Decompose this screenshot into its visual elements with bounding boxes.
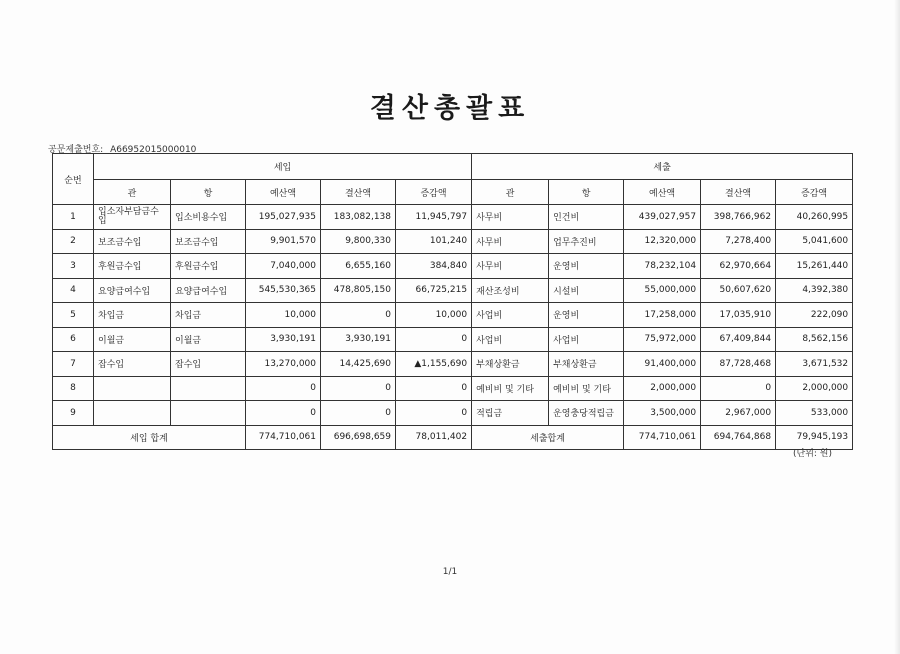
expense-total-label: 세출합계 (472, 425, 624, 450)
income-gwan: 잡수입 (94, 352, 171, 377)
document-number-label: 공문제출번호: (48, 145, 104, 155)
expense-hang: 인건비 (549, 205, 624, 230)
expense-settlement: 2,967,000 (701, 401, 776, 426)
income-difference: 0 (396, 376, 472, 401)
expense-budget: 78,232,104 (624, 254, 701, 279)
expense-difference: 533,000 (776, 401, 853, 426)
income-difference: 101,240 (396, 229, 472, 254)
document-number-value: A66952015000010 (110, 145, 197, 155)
expense-budget: 439,027,957 (624, 205, 701, 230)
expense-total-settlement: 694,764,868 (701, 425, 776, 450)
income-budget: 9,901,570 (246, 229, 321, 254)
income-hang: 잡수입 (171, 352, 246, 377)
income-settlement: 0 (321, 303, 396, 328)
income-gwan: 후원금수입 (94, 254, 171, 279)
income-gwan (94, 376, 171, 401)
income-difference: 66,725,215 (396, 278, 472, 303)
unit-note: (단위: 원) (793, 449, 832, 459)
document-title: 결산총괄표 (369, 93, 531, 124)
income-difference: 0 (396, 401, 472, 426)
income-hang-header: 항 (171, 180, 246, 205)
income-gwan: 요양급여수입 (94, 278, 171, 303)
row-number: 8 (53, 376, 94, 401)
table-row (53, 352, 853, 377)
expense-difference: 8,562,156 (776, 327, 853, 352)
table-header-row (53, 154, 853, 180)
expense-gwan-header: 관 (472, 180, 549, 205)
expense-difference: 3,671,532 (776, 352, 853, 377)
income-difference: 10,000 (396, 303, 472, 328)
income-total-difference: 78,011,402 (396, 425, 472, 450)
expense-gwan: 사업비 (472, 303, 549, 328)
income-difference: ▲1,155,690 (396, 352, 472, 377)
income-total-label: 세입 합계 (53, 425, 246, 450)
table-row (53, 376, 853, 401)
row-number: 7 (53, 352, 94, 377)
income-gwan: 입소자부담금수입 (94, 205, 171, 230)
income-gwan: 차입금 (94, 303, 171, 328)
income-budget: 545,530,365 (246, 278, 321, 303)
expense-settlement: 67,409,844 (701, 327, 776, 352)
income-hang: 차입금 (171, 303, 246, 328)
income-settlement: 6,655,160 (321, 254, 396, 279)
income-budget: 0 (246, 376, 321, 401)
income-settlement: 0 (321, 401, 396, 426)
expense-budget: 55,000,000 (624, 278, 701, 303)
income-settlement: 478,805,150 (321, 278, 396, 303)
expense-settlement: 7,278,400 (701, 229, 776, 254)
row-number: 2 (53, 229, 94, 254)
income-gwan-header: 관 (94, 180, 171, 205)
row-number: 5 (53, 303, 94, 328)
row-number: 3 (53, 254, 94, 279)
expense-settlement: 87,728,468 (701, 352, 776, 377)
page-number: 1/1 (442, 567, 458, 577)
income-gwan: 보조금수입 (94, 229, 171, 254)
expense-difference: 4,392,380 (776, 278, 853, 303)
expense-settlement: 50,607,620 (701, 278, 776, 303)
table-row (53, 278, 853, 303)
income-difference: 11,945,797 (396, 205, 472, 230)
income-settlement-header: 결산액 (321, 180, 396, 205)
table-row (53, 327, 853, 352)
row-number: 6 (53, 327, 94, 352)
expense-difference: 15,261,440 (776, 254, 853, 279)
income-budget: 195,027,935 (246, 205, 321, 230)
income-hang: 보조금수입 (171, 229, 246, 254)
expense-gwan: 재산조성비 (472, 278, 549, 303)
income-hang: 이월금 (171, 327, 246, 352)
expense-budget: 91,400,000 (624, 352, 701, 377)
expense-gwan: 예비비 및 기타 (472, 376, 549, 401)
income-hang (171, 376, 246, 401)
income-difference-header: 증감액 (396, 180, 472, 205)
scan-edge-shadow (894, 0, 900, 654)
expense-difference: 5,041,600 (776, 229, 853, 254)
expense-budget-header: 예산액 (624, 180, 701, 205)
income-total-budget: 774,710,061 (246, 425, 321, 450)
income-settlement: 14,425,690 (321, 352, 396, 377)
income-total-settlement: 696,698,659 (321, 425, 396, 450)
expense-gwan: 사업비 (472, 327, 549, 352)
expense-budget: 75,972,000 (624, 327, 701, 352)
income-gwan (94, 401, 171, 426)
expense-hang: 부채상환금 (549, 352, 624, 377)
expense-gwan: 사무비 (472, 205, 549, 230)
income-hang: 입소비용수입 (171, 205, 246, 230)
expense-gwan: 사무비 (472, 229, 549, 254)
income-budget: 0 (246, 401, 321, 426)
income-hang: 요양급여수입 (171, 278, 246, 303)
income-settlement: 0 (321, 376, 396, 401)
income-budget: 10,000 (246, 303, 321, 328)
settlement-summary-table (52, 153, 853, 450)
expense-total-budget: 774,710,061 (624, 425, 701, 450)
income-gwan: 이월금 (94, 327, 171, 352)
table-row (53, 254, 853, 279)
income-hang: 후원금수입 (171, 254, 246, 279)
table-row (53, 229, 853, 254)
expense-total-difference: 79,945,193 (776, 425, 853, 450)
income-budget-header: 예산액 (246, 180, 321, 205)
expense-settlement: 0 (701, 376, 776, 401)
table-row (53, 401, 853, 426)
income-budget: 3,930,191 (246, 327, 321, 352)
income-settlement: 183,082,138 (321, 205, 396, 230)
expense-gwan: 부채상환금 (472, 352, 549, 377)
expense-hang: 사업비 (549, 327, 624, 352)
expense-hang: 시설비 (549, 278, 624, 303)
row-number: 4 (53, 278, 94, 303)
table-subheader-row (53, 180, 853, 205)
total-row (53, 425, 853, 450)
expense-settlement: 62,970,664 (701, 254, 776, 279)
expense-hang: 운영비 (549, 303, 624, 328)
expense-hang: 운영비 (549, 254, 624, 279)
expense-settlement: 17,035,910 (701, 303, 776, 328)
expense-hang-header: 항 (549, 180, 624, 205)
income-header: 세입 (94, 154, 472, 180)
table-row (53, 205, 853, 230)
income-settlement: 3,930,191 (321, 327, 396, 352)
expense-budget: 3,500,000 (624, 401, 701, 426)
expense-budget: 17,258,000 (624, 303, 701, 328)
expense-difference: 40,260,995 (776, 205, 853, 230)
expense-difference-header: 증감액 (776, 180, 853, 205)
income-difference: 384,840 (396, 254, 472, 279)
table-row (53, 303, 853, 328)
row-number: 1 (53, 205, 94, 230)
expense-settlement: 398,766,962 (701, 205, 776, 230)
income-hang (171, 401, 246, 426)
expense-difference: 222,090 (776, 303, 853, 328)
income-difference: 0 (396, 327, 472, 352)
expense-hang: 예비비 및 기타 (549, 376, 624, 401)
income-budget: 13,270,000 (246, 352, 321, 377)
expense-hang: 업무추진비 (549, 229, 624, 254)
expense-header: 세출 (472, 154, 853, 180)
expense-hang: 운영충당적립금 (549, 401, 624, 426)
expense-gwan: 사무비 (472, 254, 549, 279)
expense-gwan: 적립금 (472, 401, 549, 426)
income-budget: 7,040,000 (246, 254, 321, 279)
seq-header: 순번 (53, 154, 94, 205)
expense-budget: 2,000,000 (624, 376, 701, 401)
expense-budget: 12,320,000 (624, 229, 701, 254)
expense-settlement-header: 결산액 (701, 180, 776, 205)
expense-difference: 2,000,000 (776, 376, 853, 401)
income-settlement: 9,800,330 (321, 229, 396, 254)
row-number: 9 (53, 401, 94, 426)
